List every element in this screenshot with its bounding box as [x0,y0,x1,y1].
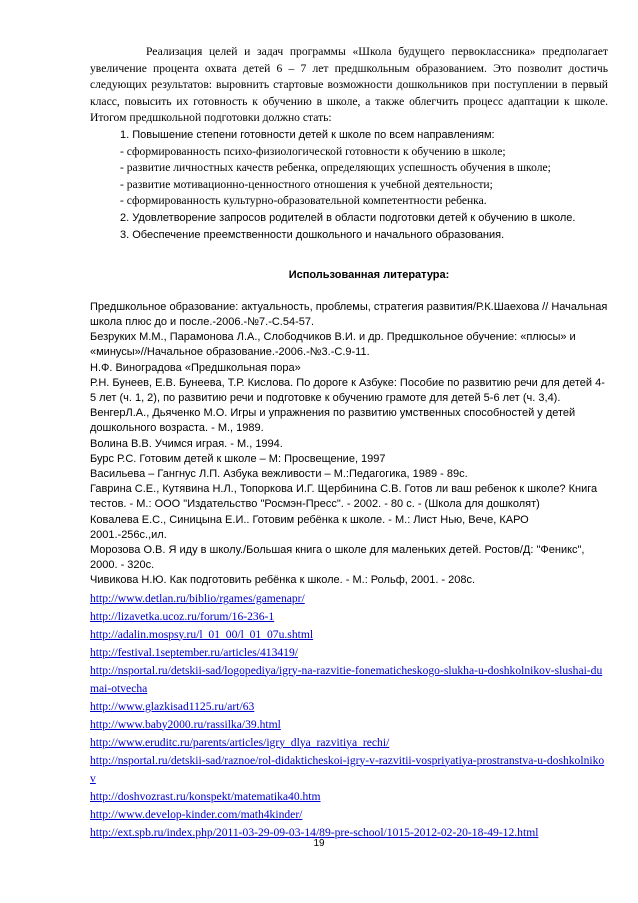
goal-bullet: - развитие мотивационно-ценностного отношения к учебной деятельности; [120,177,493,191]
goal-item-3: 3. Обеспечение преемственности дошкольного и начального образования. [120,228,505,241]
references-title: Использованная литература: [288,269,450,282]
goal-bullet: - сформированность психо-физиологической готовности к обучению в школе; [120,144,506,158]
reference-item: Предшкольное образование: актуальность, проблемы, стратегия развития/Р.К.Шаехова // Начальная школа плюс до и после.-2006.-№7.-С.54-57. [90,300,608,328]
reference-item: Н.Ф. Виноградова «Предшкольная пора» [90,361,301,374]
intro-paragraph: Реализация целей и задач программы «Школа будущего первоклассника» предполагает увеличение процента охвата детей 6 – 7 лет предшкольным образованием. Это позволит достичь следующих результатов: выровнить стартовые возможности дошкольников при поступлении в первый класс, повысить их готовность к обучению в школе, а также облегчить процесс адаптации к школе. Итогом предшкольной подготовки должно стать: [90,45,608,125]
reference-link[interactable]: http://ext.spb.ru/index.php/2011-03-29-09-03-14/89-pre-school/1015-2012-02-20-18-49-12.html [90,825,539,839]
reference-item: Чивикова Н.Ю. Как подготовить ребёнка к школе. - М.: Рольф, 2001. - 208с. [90,574,476,587]
page-number: 19 [313,838,325,849]
page-content [90,44,608,841]
reference-item: Васильева – Гангнус Л.П. Азбука вежливости – М.:Педагогика, 1989 - 89с. [90,467,468,480]
reference-item: ВенгерЛ.А., Дьяченко М.О. Игры и упражнения по развитию умственных способностей у детей дошкольного возраста. - М., 1989. [90,407,576,435]
reference-link[interactable]: http://nsportal.ru/detskii-sad/logopediya/igry-na-razvitie-fonematicheskogo-slukha-u-doshkolnikov-slushai-dumai-otvecha [90,663,603,695]
reference-link[interactable]: http://www.eruditc.ru/parents/articles/igry_dlya_razvitiya_rechi/ [90,735,390,749]
goal-bullet: - сформированность культурно-образовательной компетентности ребенка. [120,194,487,208]
reference-link[interactable]: http://www.detlan.ru/biblio/rgames/gamenapr/ [90,591,305,605]
reference-link[interactable]: http://doshvozrast.ru/konspekt/matematika40.htm [90,789,321,803]
reference-item: Гаврина С.Е., Кутявина Н.Л., Топоркова И.Г. Щербинина С.В. Готов ли ваш ребенок к школе? Книга тестов. - М.: ООО "Издательство "Росмэн-Пресс". - 2002. - 80 с. - (Школа для дошколят) [90,483,598,511]
goal-item-1: 1. Повышение степени готовности детей к школе по всем направлениям: [120,128,495,141]
reference-link[interactable]: http://festival.1september.ru/articles/413419/ [90,645,298,659]
reference-item: Бурс Р.С. Готовим детей к школе – М: Просвещение, 1997 [90,452,386,465]
reference-link[interactable]: http://adalin.mospsy.ru/l_01_00/l_01_07u.shtml [90,627,314,641]
reference-link[interactable]: http://www.develop-kinder.com/math4kinder/ [90,807,303,821]
reference-link[interactable]: http://lizavetka.ucoz.ru/forum/16-236-1 [90,609,275,623]
reference-link[interactable]: http://www.glazkisad1125.ru/art/63 [90,699,255,713]
goal-bullet: - развитие личностных качеств ребенка, определяющих успешность обучения в школе; [120,161,551,175]
reference-item: Безруких М.М., Парамонова Л.А., Слободчиков В.И. и др. Предшкольное обучение: «плюсы» и «минусы»//Начальное образование.-2006.-№3.-С.9-11. [90,331,576,359]
reference-link[interactable]: http://www.baby2000.ru/rassilka/39.html [90,717,281,731]
reference-item: Волина В.В. Учимся играя. - М., 1994. [90,437,283,450]
reference-item: Морозова О.В. Я иду в школу./Большая книга о школе для маленьких детей. Ростов/Д: "Феникс", 2000. - 320с. [90,543,585,572]
reference-item: Ковалева Е.С., Синицына Е.И.. Готовим ребёнка к школе. - М.: Лист Нью, Вече, КАРО 2001.-256с.,ил. [90,513,529,541]
goal-item-2: 2. Удовлетворение запросов родителей в области подготовки детей к обучению в школе. [120,211,576,224]
reference-item: Р.Н. Бунеев, Е.В. Бунеева, Т.Р. Кислова. По дороге к Азбуке: Пособие по развитию речи для детей 4-5 лет (ч. 1, 2), по развитию речи и подготовке к обучению грамоте для детей 5-6 лет (ч. 3,4). [90,376,605,404]
reference-link[interactable]: http://nsportal.ru/detskii-sad/raznoe/rol-didakticheskoi-igry-v-razvitii-vospriyatiya-prostranstva-u-doshkolnikov [90,753,605,785]
